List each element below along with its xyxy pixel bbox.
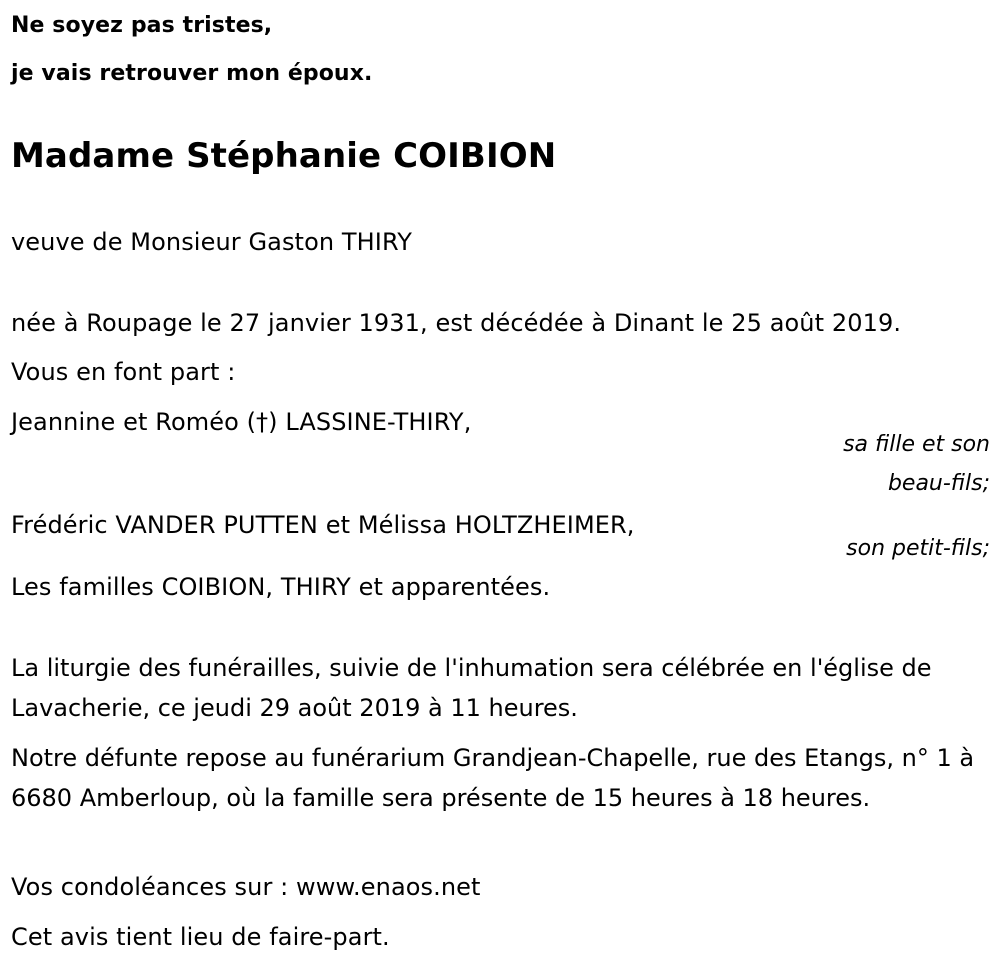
notice-line: Cet avis tient lieu de faire-part. <box>11 923 390 951</box>
family-member-names: Jeannine et Roméo (†) LASSINE-THIRY, <box>11 408 472 436</box>
family-member-names: Frédéric VANDER PUTTEN et Mélissa HOLTZHEIMER, <box>11 511 635 539</box>
birth-death-line: née à Roupage le 27 janvier 1931, est décédée à Dinant le 25 août 2019. <box>11 309 902 337</box>
funeral-home-paragraph: Notre défunte repose au funérarium Grandjean-Chapelle, rue des Etangs, n° 1 à 6680 Amberloup, où la famille sera présente de 15 heures à 18 heures. <box>11 744 975 812</box>
condolences-line: Vos condoléances sur : www.enaos.net <box>11 873 481 901</box>
family-relation: sa fille et son <box>843 432 990 457</box>
epigraph-line-2: je vais retrouver mon époux. <box>11 61 373 86</box>
family-relation: son petit-fils; <box>846 536 990 561</box>
widow-of-line: veuve de Monsieur Gaston THIRY <box>11 228 412 256</box>
family-relation: beau-fils; <box>887 471 990 496</box>
liturgy-paragraph: La liturgie des funérailles, suivie de l'inhumation sera célébrée en l'église de Lavacherie, ce jeudi 29 août 2019 à 11 heures. <box>11 654 932 722</box>
epigraph-line-1: Ne soyez pas tristes, <box>11 13 273 38</box>
announcement-intro: Vous en font part : <box>11 358 236 386</box>
deceased-name: Madame Stéphanie COIBION <box>11 136 557 176</box>
other-families: Les familles COIBION, THIRY et apparentées. <box>11 573 551 601</box>
